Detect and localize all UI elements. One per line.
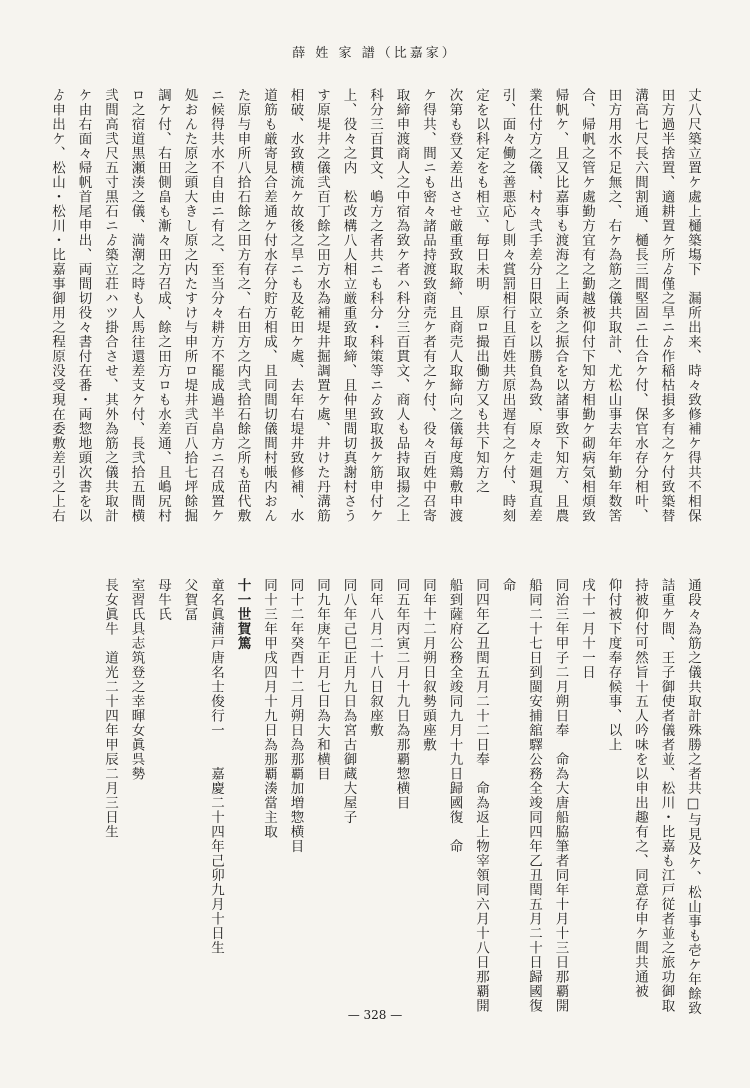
text-column: 溝高七尺長六間割通、樋長三間堅固ニ仕合ケ付、保官水存分相叶、 <box>632 88 648 523</box>
generation-line: 童名眞蒲戸唐名士俊行一 嘉慶二十四年己卯九月十日生 <box>208 578 224 955</box>
text-column: 定を以科定をも相立、毎日未明 原ロ撮出働方又も共下知方之 <box>473 88 489 494</box>
record-column: 仰付被下度奉存候事、以上 <box>605 578 622 752</box>
record-column: 同治三年甲子二月朔日奉 命為大唐船脇筆者同年十月十三日那覇開 <box>552 578 569 1013</box>
text-column: ケ由右面々帰帆首尾申出、両間切役々書付在番・両惣地頭次書を以 <box>75 88 92 523</box>
text-column: 帰帆ケ、且又比嘉事も渡海之上両条之振合を以諸事致下知方、且農 <box>552 88 569 523</box>
record-column: 同十二年癸酉十二月朔日為那覇加増惣横目 <box>287 578 304 854</box>
record-column: 同四年乙丑閏五月二十二日奉 命為返上物宰領同六月十八日那覇開 <box>473 578 489 1013</box>
record-column: 同年十二月朔日叙勢頭座敷 <box>420 578 436 752</box>
text-column: 丈八尺築立置ケ處上樋築塲下 漏所出来、時々致修補ケ得共不相保 <box>685 88 701 523</box>
record-column: 持被仰付可然旨十五人吟味を以申出趣有之、同意存申ケ間共通被 <box>632 578 648 999</box>
text-column: 科分三百貫文、嶋方之者共ニも科分・科策等ニゟ致取扱ケ筋申付ケ <box>367 88 383 523</box>
text-column: た原与申所八拾石餘之田方有之、右田方之内弐拾石餘之所も苗代敷 <box>234 88 251 523</box>
text-column: 合、帰帆之管ケ處勤方宜有之勤越被仰付下知方相勤ケ砌病気相煩致 <box>579 88 595 523</box>
text-column: 相破、水致横流ケ故後之旱ニも及乾田ケ處、去年右堤井致修補、水 <box>287 88 304 523</box>
record-column: 詰重ケ間、王子御使者儀者並、松川・比嘉も江戸従者並之旅功御取 <box>658 578 675 1013</box>
text-column: 処おんた原之頭大きし原之内たすけ与申所ロ堤井弐百八拾七坪餘掘 <box>181 88 198 523</box>
text-column: 調ケ付、右田側畠も漸々田方召成、餘之田方ロも水差通、且嶋尻村 <box>155 88 171 523</box>
record-column: 同十三年甲戌四月十九日為那覇湊當主取 <box>261 578 277 839</box>
generation-line: 室習氏具志筑登之幸暉女眞呉勢 <box>128 578 145 781</box>
text-column: ゟ申出ケ、松山・松川・比嘉事御用之程原没受現在委敷差引之上右 <box>49 88 65 523</box>
text-column: ケ得共、間ニも密々諸品持渡致商売ケ者有之ケ付、役々百姓中召寄 <box>420 88 436 523</box>
record-column: 同五年丙寅二月十九日為那覇惣横目 <box>393 578 410 810</box>
record-column: 戌十一月十一日 <box>579 578 595 680</box>
text-column: ロ之宿道黒瀬湊之儀、満潮之時も人馬往還差支ケ付、長弐拾五間横 <box>128 88 145 523</box>
record-column: 命 <box>499 578 516 593</box>
text-column: す原堤井之儀弐百丁餘之田方水為補堤井掘調置ケ處、井けた丹溝筋 <box>314 88 330 523</box>
text-column: ニ候得共水不自由ニ有之、至当分々耕方不罷成過半畠方ニ召成置ケ <box>208 88 224 523</box>
generation-line: 母牛氏 <box>155 578 171 622</box>
page-title: 薛 姓 家 譜（比嘉家） <box>292 46 458 61</box>
record-column: 同九年庚午正月七日為大和横目 <box>314 578 330 781</box>
text-column: 引、面々働之善悪応し則々賞罰相行且百姓共原出遅有之ケ付、時刻 <box>499 88 516 523</box>
text-column: 業仕付方之儀、村々弐手差分日限立を以勝負為致、原々走廻現直差 <box>526 88 542 523</box>
text-column: 次第も登又差出させ厳重致取締、且商売人取締向之儀毎度鶏敷申渡 <box>446 88 463 523</box>
text-column: 上、役々之内 松改構八人相立厳重致取締、且仲里間切真謝村さう <box>340 88 357 523</box>
text-column: 取締申渡商人之中宿為致ケ者ハ科分三百貫文、商人も品持取揚之上 <box>393 88 410 523</box>
main-text-upper <box>44 88 707 528</box>
page-number: — 328 — <box>347 1008 403 1022</box>
generation-line: 長女眞牛 道光二十四年甲辰二月三日生 <box>102 578 118 839</box>
text-column: 弐間高弐尺五寸黒石ニゟ築立荘ハツ掛合させ、其外為筋之儀共取計 <box>102 88 118 523</box>
record-column: 同年八月二十八日叙座敷 <box>367 578 383 738</box>
generation-line: 父賀冨 <box>181 578 198 622</box>
record-column: 通段々為筋之儀共取計殊勝之者共□与見及ケ、松山事も壱ケ年餘致 <box>685 578 701 1016</box>
text-column: 田方用水不足無之、右ケ為筋之儀共取計、尤松山事去年年勤年数筈 <box>605 88 622 523</box>
record-column: 同八年己巳正月九日為宮古御蔵大屋子 <box>340 578 357 825</box>
record-column: 船到薩府公務全竣同九月十九日歸國復 命 <box>446 578 463 854</box>
generation-heading: 十一世賀篤 <box>234 578 251 651</box>
text-column: 田方過半捨置、適耕置ケ所ゟ僅之旱ニゟ作稲枯損多有之ケ付致築替 <box>658 88 675 523</box>
text-column: 道筋も厳寄見合差通ケ付水存分貯方相成、且同間切儀間村帳内おん <box>261 88 277 523</box>
record-column: 船同二十七日到閩安捕舘驛公務全竣同四年乙丑閏五月二十日歸國復 <box>526 578 542 1013</box>
